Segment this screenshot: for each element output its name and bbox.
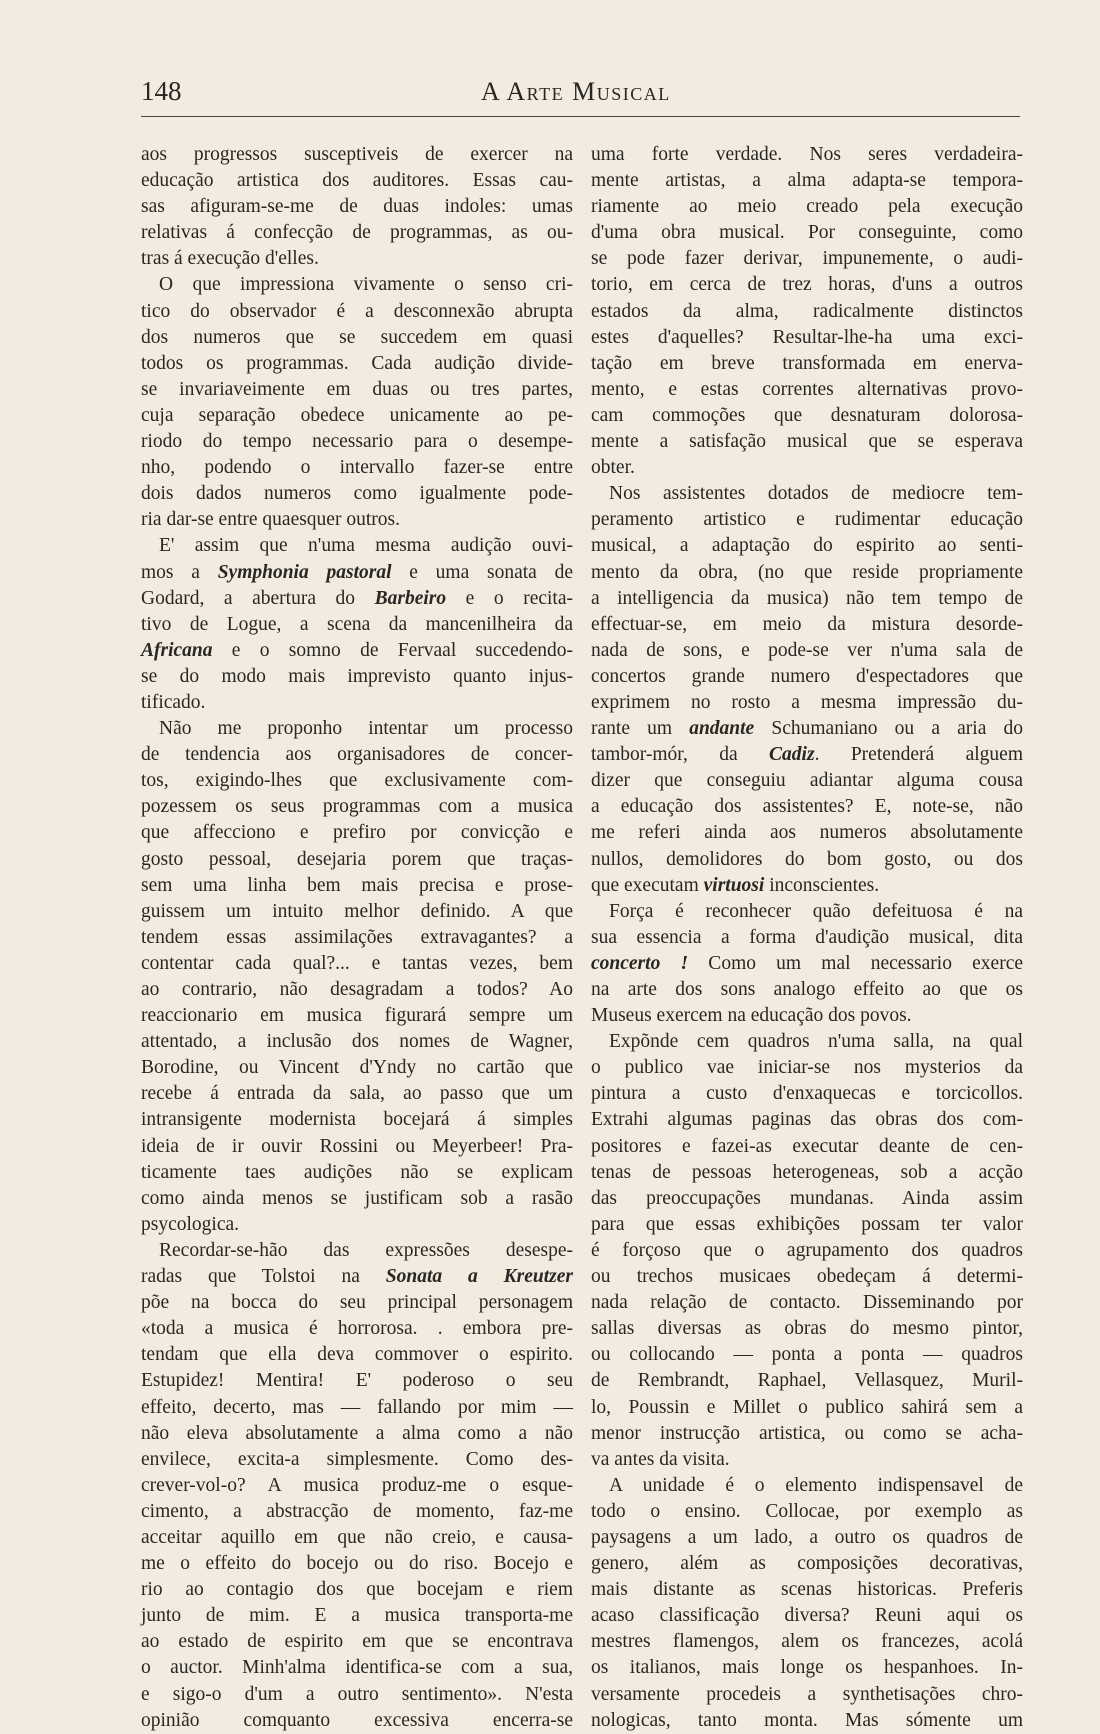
line-text: tenas de pessoas heterogeneas, sob a acção bbox=[591, 1161, 1023, 1183]
line-text: Nos assistentes dotados de mediocre tem- bbox=[609, 483, 1023, 505]
text-line bbox=[141, 194, 573, 220]
text-line bbox=[591, 1447, 1023, 1473]
italic-title: Africana bbox=[141, 639, 213, 661]
line-text: se pode fazer derivar, impunemente, o audi- bbox=[591, 248, 1023, 270]
text-line bbox=[141, 1447, 573, 1473]
text-line bbox=[591, 1395, 1023, 1421]
text-line bbox=[141, 1081, 573, 1107]
line-text: pintura a custo d'enxaquecas e torcicollos. bbox=[591, 1083, 1023, 1105]
line-text: nho, podendo o intervallo fazer-se entre bbox=[141, 457, 573, 479]
line-text: me referi ainda aos numeros absolutamente bbox=[591, 822, 1023, 844]
line-text: torio, em cerca de trez horas, d'uns a outros bbox=[591, 274, 1023, 296]
text-line bbox=[591, 1003, 1023, 1029]
line-text: peramento artistico e rudimentar educação bbox=[591, 509, 1023, 531]
line-text: cam commoções que desnaturam dolorosa- bbox=[591, 404, 1023, 426]
italic-title: andante bbox=[689, 718, 755, 740]
text-line bbox=[591, 142, 1023, 168]
text-line bbox=[591, 272, 1023, 298]
text-line bbox=[591, 1081, 1023, 1107]
line-text-after: Como um mal necessario exerce bbox=[688, 952, 1024, 974]
line-text: todo o ensino. Collocae, por exemplo as bbox=[591, 1500, 1023, 1522]
line-text: das preoccupações mundanas. Ainda assim bbox=[591, 1187, 1023, 1209]
text-line bbox=[141, 1003, 573, 1029]
text-line bbox=[141, 1160, 573, 1186]
line-text: dos numeros que se succedem em quasi bbox=[141, 326, 573, 348]
line-text: nada de sons, e pode-se ver n'uma sala de bbox=[591, 639, 1023, 661]
text-line bbox=[141, 951, 573, 977]
line-text: nada relação de contacto. Disseminando por bbox=[591, 1292, 1023, 1314]
italic-title: Sonata a Kreutzer bbox=[385, 1266, 573, 1288]
text-line bbox=[591, 1708, 1023, 1734]
line-text: mento da obra, (no que reside propriamente bbox=[591, 561, 1023, 583]
text-line bbox=[591, 1055, 1023, 1081]
text-line bbox=[141, 1525, 573, 1551]
line-text: tivo de Logue, a scena da mancenilheira da bbox=[141, 613, 573, 635]
text-line bbox=[141, 1186, 573, 1212]
line-text: na arte dos sons analogo effeito ao que os bbox=[591, 979, 1023, 1000]
text-line bbox=[591, 1473, 1023, 1499]
line-text: Godard, a abertura do bbox=[141, 587, 375, 609]
italic-title: concerto ! bbox=[591, 952, 689, 974]
line-text: psycologica. bbox=[141, 1213, 240, 1235]
text-line bbox=[141, 351, 573, 377]
line-text: genero, além as composições decorativas, bbox=[591, 1553, 1023, 1575]
line-text: tico do observador é a desconnexão abrupta bbox=[141, 300, 573, 322]
line-text: mais distante as scenas historicas. Preferis bbox=[591, 1579, 1023, 1601]
line-text: nologicas, tanto monta. Mas sómente um bbox=[591, 1709, 1023, 1731]
line-text: tos, exigindo-lhes que exclusivamente com- bbox=[141, 770, 573, 792]
text-line bbox=[591, 716, 1023, 742]
line-text: ao contrario, não desagradam a todos? Ao bbox=[141, 979, 573, 1000]
line-text: ou trechos musicaes obedeçam á determi- bbox=[591, 1266, 1023, 1288]
line-text: crever-vol-o? A musica produz-me o esque- bbox=[141, 1474, 573, 1496]
text-line bbox=[141, 220, 573, 246]
line-text: de Rembrandt, Raphael, Vellasquez, Muril- bbox=[591, 1370, 1023, 1392]
line-text: ticamente taes audições não se explicam bbox=[141, 1161, 573, 1183]
text-line bbox=[141, 716, 573, 742]
text-line bbox=[141, 873, 573, 899]
line-text: pozessem os seus programmas com a musica bbox=[141, 796, 573, 818]
text-line bbox=[141, 586, 573, 612]
text-line bbox=[591, 220, 1023, 246]
text-line bbox=[141, 768, 573, 794]
text-line bbox=[591, 1629, 1023, 1655]
text-line bbox=[141, 1107, 573, 1133]
line-text: O que impressiona vivamente o senso cri- bbox=[159, 274, 573, 296]
text-line bbox=[591, 1107, 1023, 1133]
line-text: Recordar-se-hão das expressões desespe- bbox=[159, 1239, 573, 1261]
text-line bbox=[141, 299, 573, 325]
text-line bbox=[141, 925, 573, 951]
line-text: versamente procedeis a synthetisações chro- bbox=[591, 1683, 1023, 1705]
line-text: tação em breve transformada em enerva- bbox=[591, 352, 1023, 374]
italic-title: virtuosi bbox=[703, 874, 765, 896]
line-text: d'uma obra musical. Por conseguinte, como bbox=[591, 222, 1023, 244]
text-line bbox=[141, 1655, 573, 1681]
text-line bbox=[141, 1499, 573, 1525]
text-line bbox=[591, 194, 1023, 220]
text-line bbox=[591, 429, 1023, 455]
line-text-after: inconscientes. bbox=[764, 874, 880, 896]
line-text: tambor-mór, da bbox=[591, 744, 770, 766]
text-line bbox=[141, 1264, 573, 1290]
line-text: o publico vae iniciar-se nos mysterios da bbox=[591, 1057, 1023, 1079]
line-text: sem uma linha bem mais precisa e prose- bbox=[141, 874, 573, 896]
line-text: o auctor. Minh'alma identifica-se com a sua, bbox=[141, 1657, 573, 1679]
text-line bbox=[141, 1342, 573, 1368]
line-text: sallas diversas as obras do mesmo pintor, bbox=[591, 1318, 1023, 1340]
line-text: uma forte verdade. Nos seres verdadeira- bbox=[591, 144, 1023, 165]
line-text: dois dados numeros como igualmente pode- bbox=[141, 483, 573, 505]
line-text: se do modo mais imprevisto quanto injus- bbox=[141, 665, 573, 687]
text-line bbox=[591, 1238, 1023, 1264]
line-text: mente artistas, a alma adapta-se tempora- bbox=[591, 170, 1023, 192]
text-line bbox=[591, 403, 1023, 429]
line-text: Estupidez! Mentira! E' poderoso o seu bbox=[141, 1370, 573, 1392]
text-line bbox=[591, 325, 1023, 351]
line-text-after: . Pretenderá alguem bbox=[814, 744, 1023, 766]
text-line bbox=[141, 1551, 573, 1577]
text-line bbox=[591, 1316, 1023, 1342]
line-text: tendam que ella deva commover o espirito. bbox=[141, 1344, 573, 1366]
line-text: os italianos, mais longe os hespanhoes. In- bbox=[591, 1657, 1023, 1679]
header-rule bbox=[141, 116, 1020, 117]
text-line bbox=[141, 1682, 573, 1708]
italic-title: Symphonia pastoral bbox=[217, 561, 392, 583]
text-line bbox=[141, 1629, 573, 1655]
line-text: é forçoso que o agrupamento dos quadros bbox=[591, 1239, 1023, 1261]
text-line bbox=[141, 533, 573, 559]
line-text: Não me proponho intentar um processo bbox=[159, 718, 573, 740]
line-text: Força é reconhecer quão defeituosa é na bbox=[609, 900, 1023, 922]
italic-title: Cadiz bbox=[769, 744, 815, 766]
line-text: ria dar-se entre quaesquer outros. bbox=[141, 509, 400, 531]
text-line bbox=[591, 560, 1023, 586]
line-text: estados da alma, radicalmente distinctos bbox=[591, 300, 1023, 322]
line-text-after: e o recita- bbox=[446, 587, 573, 609]
line-text: cimento, a abstracção de momento, faz-me bbox=[141, 1500, 573, 1522]
line-text: cuja separação obedece unicamente ao pe- bbox=[141, 404, 573, 426]
line-text: sas afiguram-se-me de duas indoles: umas bbox=[141, 196, 573, 218]
line-text: aos progressos susceptiveis de exercer na bbox=[141, 144, 573, 165]
line-text: ideia de ir ouvir Rossini ou Meyerbeer! Pra- bbox=[141, 1135, 573, 1157]
line-text: se invariaveimente em duas ou tres partes, bbox=[141, 378, 573, 400]
line-text: relativas á confecção de programmas, as ou- bbox=[141, 222, 573, 244]
text-line bbox=[591, 455, 1023, 481]
line-text: E' assim que n'uma mesma audição ouvi- bbox=[159, 535, 573, 557]
line-text: A unidade é o elemento indispensavel de bbox=[609, 1474, 1023, 1496]
text-line bbox=[141, 377, 573, 403]
text-line bbox=[591, 1264, 1023, 1290]
line-text: mos a bbox=[141, 561, 218, 583]
text-line bbox=[141, 638, 573, 664]
line-text: musical, a adaptação do espirito ao senti- bbox=[591, 535, 1023, 557]
text-line bbox=[141, 560, 573, 586]
line-text-after: e uma sonata de bbox=[391, 561, 573, 583]
text-line bbox=[591, 925, 1023, 951]
text-line bbox=[591, 481, 1023, 507]
text-line bbox=[591, 820, 1023, 846]
line-text: mente a satisfação musical que se esperava bbox=[591, 431, 1023, 453]
line-text: rante um bbox=[591, 718, 690, 740]
text-line bbox=[141, 1473, 573, 1499]
text-line bbox=[141, 1603, 573, 1629]
line-text: menor instrucção artistica, ou como se acha- bbox=[591, 1422, 1023, 1444]
right-column bbox=[591, 142, 1023, 1734]
line-text: concertos grande numero d'espectadores que bbox=[591, 665, 1023, 687]
line-text: de tendencia aos organisadores de concer- bbox=[141, 744, 573, 766]
text-line bbox=[141, 1055, 573, 1081]
text-line bbox=[591, 1368, 1023, 1394]
line-text: gosto pessoal, desejaria porem que traças- bbox=[141, 848, 573, 870]
text-line bbox=[141, 794, 573, 820]
line-text: positores e fazei-as executar deante de cen- bbox=[591, 1135, 1023, 1157]
line-text: reaccionario em musica figurará sempre um bbox=[141, 1005, 573, 1027]
line-text: tendem essas assimilações extravagantes? a bbox=[141, 926, 573, 948]
line-text-after: e o somno de Fervaal succedendo- bbox=[212, 639, 573, 661]
text-line bbox=[141, 612, 573, 638]
text-line bbox=[141, 481, 573, 507]
line-text: tras á execução d'elles. bbox=[141, 248, 319, 270]
text-line bbox=[591, 1525, 1023, 1551]
text-line bbox=[591, 1290, 1023, 1316]
text-line bbox=[141, 1368, 573, 1394]
page-header bbox=[141, 74, 1020, 114]
text-line bbox=[591, 507, 1023, 533]
line-text: estes d'aquelles? Resultar-lhe-ha uma exci- bbox=[591, 326, 1023, 348]
line-text: mento, e estas correntes alternativas provo- bbox=[591, 378, 1023, 400]
line-text: Museus exercem na educação dos povos. bbox=[591, 1005, 912, 1027]
text-line bbox=[591, 299, 1023, 325]
text-line bbox=[141, 142, 573, 168]
line-text: envilece, excita-a simplesmente. Como des- bbox=[141, 1448, 573, 1470]
line-text: «toda a musica é horrorosa. . embora pre- bbox=[141, 1318, 573, 1340]
text-line bbox=[591, 1029, 1023, 1055]
text-line bbox=[591, 168, 1023, 194]
text-line bbox=[591, 351, 1023, 377]
line-text: acceitar aquillo em que não creio, e causa- bbox=[141, 1526, 573, 1548]
text-line bbox=[591, 847, 1023, 873]
text-line bbox=[141, 899, 573, 925]
text-line bbox=[591, 586, 1023, 612]
line-text: dizer que conseguiu adiantar alguma cousa bbox=[591, 770, 1023, 792]
text-line bbox=[141, 847, 573, 873]
line-text: mestres flamengos, alem os francezes, acolá bbox=[591, 1631, 1023, 1653]
text-line bbox=[591, 246, 1023, 272]
line-text: riodo do tempo necessario para o desempe- bbox=[141, 431, 573, 453]
text-line bbox=[141, 1238, 573, 1264]
line-text: a intelligencia da musica) não tem tempo de bbox=[591, 587, 1023, 609]
line-text: como ainda menos se justificam sob a rasão bbox=[141, 1187, 573, 1209]
text-line bbox=[591, 1134, 1023, 1160]
text-line bbox=[591, 899, 1023, 925]
text-line bbox=[141, 1395, 573, 1421]
line-text-after: Schumaniano ou a aria do bbox=[754, 718, 1023, 740]
text-line bbox=[141, 1708, 573, 1734]
text-line bbox=[141, 820, 573, 846]
line-text: guissem um intuito melhor definido. A que bbox=[141, 900, 573, 922]
line-text: va antes da visita. bbox=[591, 1448, 730, 1470]
page-number: 148 bbox=[141, 76, 182, 106]
line-text: attentado, a inclusão dos nomes de Wagner, bbox=[141, 1031, 573, 1053]
text-line bbox=[591, 1577, 1023, 1603]
text-line bbox=[591, 1342, 1023, 1368]
line-text: obter. bbox=[591, 457, 635, 479]
running-title: A Arte Musical bbox=[481, 77, 671, 106]
text-line bbox=[141, 246, 573, 272]
line-text: junto de mim. E a musica transporta-me bbox=[141, 1605, 573, 1627]
text-line bbox=[141, 403, 573, 429]
line-text: para que essas exhibições possam ter valor bbox=[591, 1213, 1023, 1235]
text-line bbox=[141, 1212, 573, 1238]
line-text: rio ao contagio dos que bocejam e riem bbox=[141, 1579, 573, 1601]
text-line bbox=[141, 1290, 573, 1316]
line-text: contentar cada qual?... e tantas vezes, bem bbox=[141, 952, 573, 974]
text-line bbox=[591, 1682, 1023, 1708]
line-text: ou collocando — ponta a ponta — quadros bbox=[591, 1344, 1023, 1366]
line-text: paysagens a um lado, a outro os quadros de bbox=[591, 1526, 1023, 1548]
text-line bbox=[141, 1134, 573, 1160]
text-line bbox=[591, 1603, 1023, 1629]
line-text: nullos, demolidores do bom gosto, ou dos bbox=[591, 848, 1023, 870]
text-line bbox=[141, 664, 573, 690]
text-line bbox=[141, 455, 573, 481]
line-text: educação artistica dos auditores. Essas cau- bbox=[141, 170, 573, 192]
line-text: que executam bbox=[591, 874, 704, 896]
italic-title: Barbeiro bbox=[374, 587, 447, 609]
line-text: recebe á entrada da sala, ao passo que um bbox=[141, 1083, 573, 1105]
line-text: Extrahi algumas paginas das obras dos com- bbox=[591, 1109, 1023, 1131]
text-line bbox=[591, 612, 1023, 638]
line-text: todos os programmas. Cada audição divide- bbox=[141, 352, 573, 374]
text-line bbox=[141, 168, 573, 194]
text-line bbox=[141, 977, 573, 1003]
text-line bbox=[141, 690, 573, 716]
line-text: Borodine, ou Vincent d'Yndy no cartão que bbox=[141, 1057, 573, 1079]
text-line bbox=[591, 873, 1023, 899]
line-text: opinião comquanto excessiva encerra-se bbox=[141, 1709, 573, 1731]
text-line bbox=[141, 1577, 573, 1603]
text-line bbox=[591, 1421, 1023, 1447]
line-text: radas que Tolstoi na bbox=[141, 1266, 386, 1288]
text-line bbox=[141, 1421, 573, 1447]
text-line bbox=[141, 1029, 573, 1055]
line-text: effeito, decerto, mas — fallando por mim — bbox=[141, 1396, 573, 1418]
text-line bbox=[141, 325, 573, 351]
text-line bbox=[591, 742, 1023, 768]
text-line bbox=[591, 638, 1023, 664]
text-line bbox=[591, 377, 1023, 403]
text-line bbox=[591, 794, 1023, 820]
line-text: Expõnde cem quadros n'uma salla, na qual bbox=[609, 1031, 1023, 1053]
text-line bbox=[591, 1160, 1023, 1186]
line-text: effectuar-se, em meio da mistura desorde- bbox=[591, 613, 1023, 635]
text-line bbox=[591, 768, 1023, 794]
text-line bbox=[141, 272, 573, 298]
text-line bbox=[591, 1186, 1023, 1212]
left-column bbox=[141, 142, 573, 1734]
text-line bbox=[591, 1212, 1023, 1238]
line-text: não eleva absolutamente a alma como a não bbox=[141, 1422, 573, 1444]
line-text: acaso classificação diversa? Reuni aqui os bbox=[591, 1605, 1023, 1627]
text-line bbox=[591, 664, 1023, 690]
line-text: intransigente modernista bocejará á simples bbox=[141, 1109, 573, 1131]
line-text: e sigo-o d'um a outro sentimento». N'esta bbox=[141, 1683, 573, 1705]
line-text: a educação dos assistentes? E, note-se, não bbox=[591, 796, 1023, 818]
line-text: ao estado de espirito em que se encontrava bbox=[141, 1631, 573, 1653]
text-line bbox=[141, 742, 573, 768]
line-text: tificado. bbox=[141, 691, 206, 713]
text-line bbox=[141, 1316, 573, 1342]
line-text: sua essencia a forma d'audição musical, dita bbox=[591, 926, 1023, 948]
line-text: que affecciono e prefiro por convicção e bbox=[141, 822, 573, 844]
text-line bbox=[591, 951, 1023, 977]
text-line bbox=[591, 1655, 1023, 1681]
text-line bbox=[591, 690, 1023, 716]
line-text: exprimem no rosto a mesma impressão du- bbox=[591, 691, 1023, 713]
line-text: me o effeito do bocejo ou do riso. Bocejo e bbox=[141, 1553, 573, 1575]
text-line bbox=[591, 977, 1023, 1003]
text-line bbox=[591, 1499, 1023, 1525]
line-text: põe na bocca do seu principal personagem bbox=[141, 1292, 573, 1314]
text-line bbox=[591, 1551, 1023, 1577]
line-text: riamente ao meio creado pela execução bbox=[591, 196, 1023, 218]
text-line bbox=[591, 533, 1023, 559]
text-line bbox=[141, 429, 573, 455]
text-line bbox=[141, 507, 573, 533]
line-text: lo, Poussin e Millet o publico sahirá sem a bbox=[591, 1396, 1023, 1418]
